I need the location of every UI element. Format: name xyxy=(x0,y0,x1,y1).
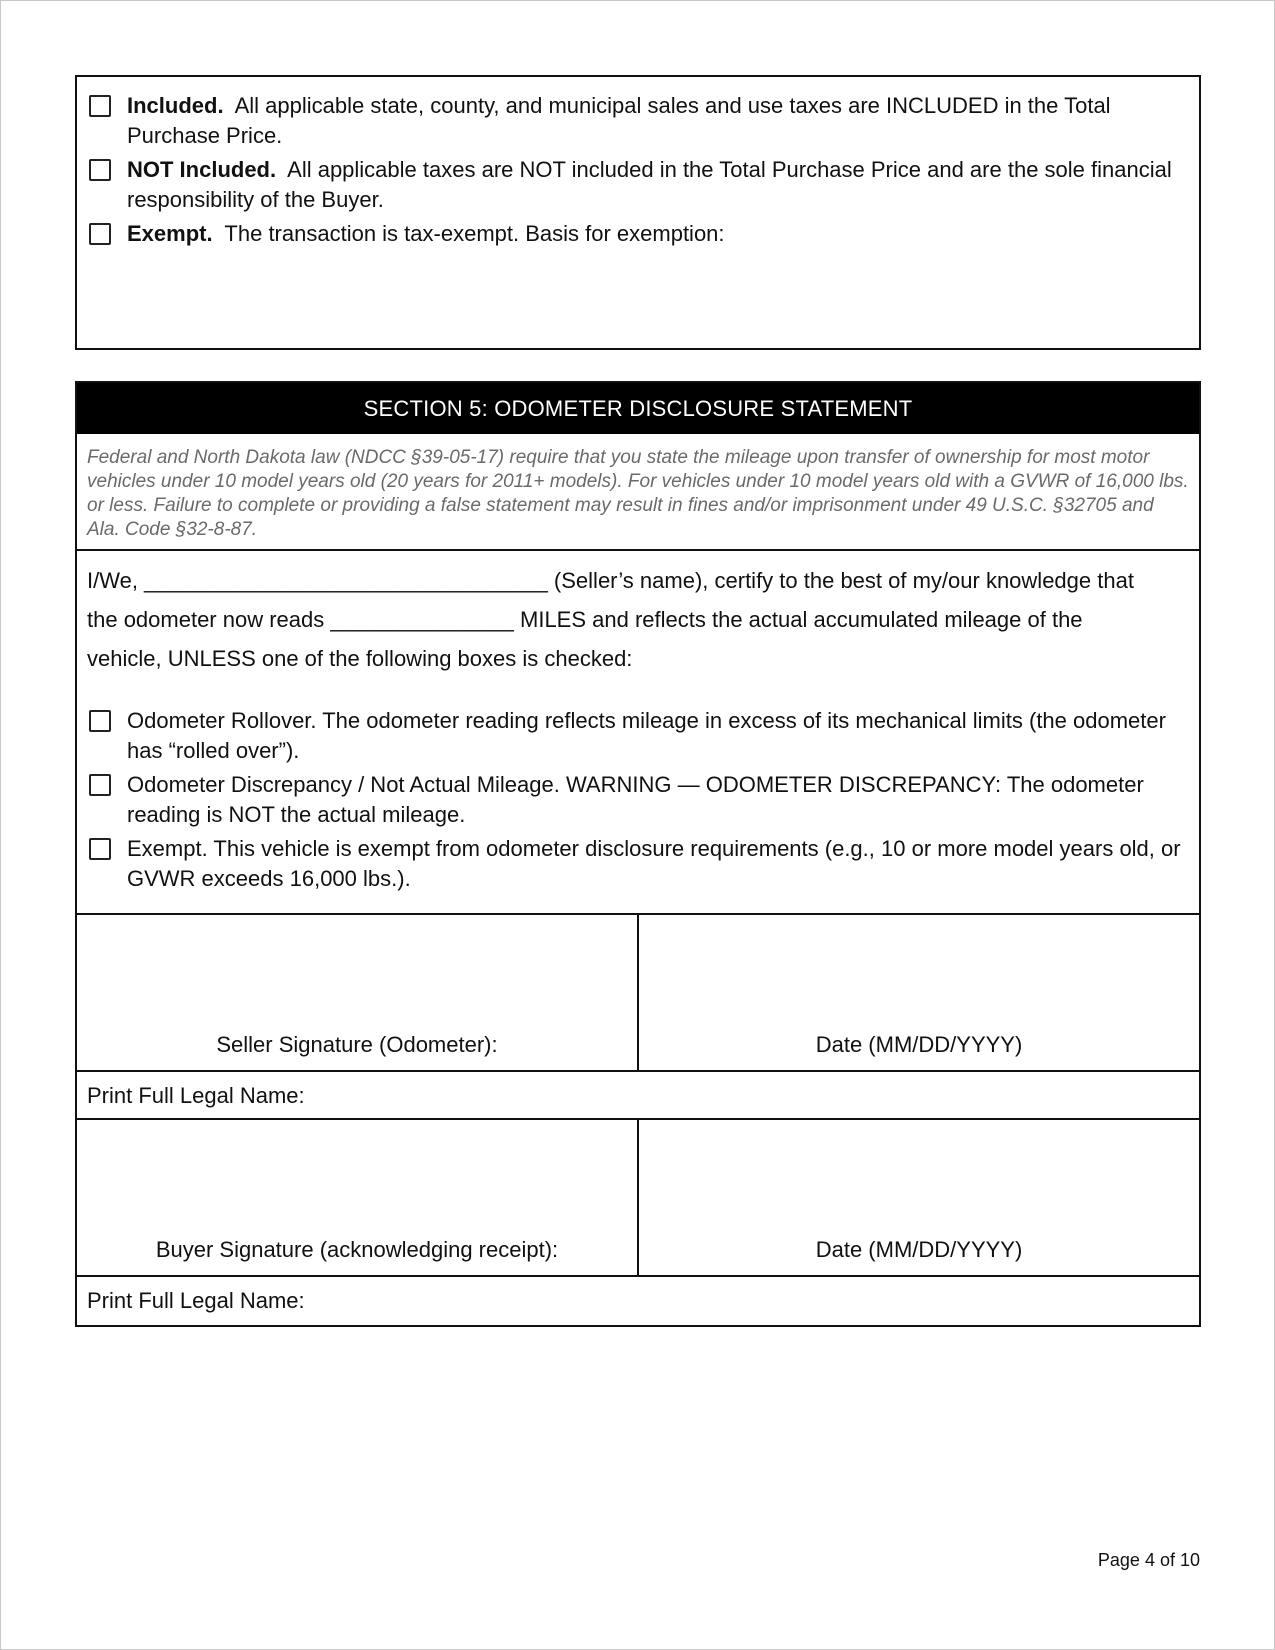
seller-date-field[interactable] xyxy=(637,915,1199,1070)
tax-option-included xyxy=(89,91,1187,151)
buyer-date-field[interactable] xyxy=(637,1120,1199,1275)
page-number: Page 4 of 10 xyxy=(1097,1550,1200,1570)
certification-line-2[interactable]: the odometer now reads _______________ MILES and reflects the actual accumulated mileage of the xyxy=(87,607,1083,632)
buyer-name-field[interactable] xyxy=(77,1277,1199,1325)
tax-option-text: All applicable state, county, and municipal sales and use taxes are INCLUDED in the Total Purchase Price. xyxy=(127,93,1111,148)
odometer-disclosure-section xyxy=(75,381,1201,1327)
odometer-rollover-checkbox[interactable] xyxy=(89,710,111,732)
tax-included-checkbox[interactable] xyxy=(89,95,111,117)
tax-options-box xyxy=(75,75,1201,350)
tax-option-title: Exempt. xyxy=(127,221,213,246)
buyer-date-label: Date (MM/DD/YYYY) xyxy=(815,1237,1023,1262)
buyer-signature-field[interactable] xyxy=(77,1120,637,1275)
law-note: Federal and North Dakota law (NDCC §39-05-17) require that you state the mileage upon transfer of ownership for most motor vehicles under 10 model years old (20 years for 2011+ models). For vehicles under 10 model years old with a GVWR of 16,000 lbs. or less. Failure to complete or providing a false statement may result in fines and/or imprisonment under 49 U.S.C. §32705 and Ala. Code §32-8-87. xyxy=(77,434,1199,551)
certification-line-1[interactable]: I/We, _________________________________ (Seller’s name), certify to the best of my/our knowledge that xyxy=(87,568,1134,593)
odometer-option-text: Odometer Discrepancy / Not Actual Mileage. WARNING — ODOMETER DISCREPANCY: The odometer reading is NOT the actual mileage. xyxy=(127,772,1144,827)
seller-name-label: Print Full Legal Name: xyxy=(87,1083,305,1108)
seller-signature-label: Seller Signature (Odometer): xyxy=(216,1032,498,1057)
odometer-option-text: Exempt. This vehicle is exempt from odometer disclosure requirements (e.g., 10 or more model years old, or GVWR exceeds 16,000 lbs.). xyxy=(127,836,1181,891)
seller-name-field[interactable] xyxy=(77,1072,1199,1120)
buyer-name-label: Print Full Legal Name: xyxy=(87,1288,305,1313)
buyer-signature-label: Buyer Signature (acknowledging receipt): xyxy=(155,1237,559,1262)
tax-option-not-included xyxy=(89,155,1187,215)
seller-signature-field[interactable] xyxy=(77,915,637,1070)
odometer-option-discrepancy xyxy=(89,770,1189,830)
certification-line-3: vehicle, UNLESS one of the following boxes is checked: xyxy=(87,646,633,671)
odometer-exempt-checkbox[interactable] xyxy=(89,838,111,860)
odometer-option-exempt xyxy=(89,834,1189,894)
tax-option-text: The transaction is tax-exempt. Basis for exemption: xyxy=(224,221,725,246)
certification-text xyxy=(87,561,1189,678)
buyer-signature-row xyxy=(77,1120,1199,1277)
tax-not-included-checkbox[interactable] xyxy=(89,159,111,181)
section-header: SECTION 5: ODOMETER DISCLOSURE STATEMENT xyxy=(77,383,1199,434)
tax-option-exempt xyxy=(89,219,1187,249)
odometer-discrepancy-checkbox[interactable] xyxy=(89,774,111,796)
tax-option-text: All applicable taxes are NOT included in the Total Purchase Price and are the sole financial responsibility of the Buyer. xyxy=(127,157,1172,212)
seller-date-label: Date (MM/DD/YYYY) xyxy=(815,1032,1023,1057)
tax-exempt-checkbox[interactable] xyxy=(89,223,111,245)
odometer-option-rollover xyxy=(89,706,1189,766)
tax-option-title: Included. xyxy=(127,93,224,118)
tax-option-title: NOT Included. xyxy=(127,157,277,182)
seller-signature-row xyxy=(77,915,1199,1072)
certification-block xyxy=(77,551,1199,915)
odometer-option-text: Odometer Rollover. The odometer reading reflects mileage in excess of its mechanical limits (the odometer has “rolled over”). xyxy=(127,708,1166,763)
